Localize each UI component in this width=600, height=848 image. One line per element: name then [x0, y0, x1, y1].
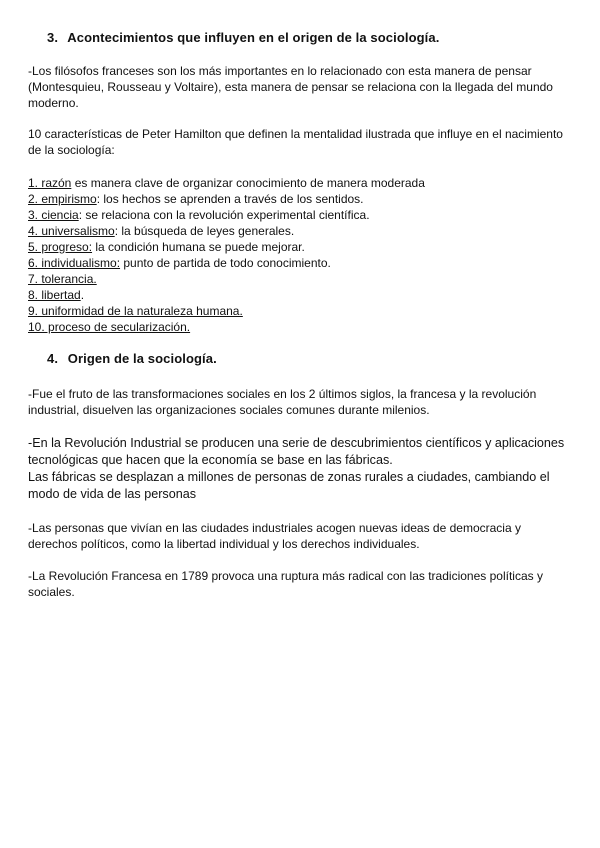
characteristic-term: 7. tolerancia. — [28, 272, 97, 286]
characteristic-description: . — [80, 288, 85, 302]
characteristic-term: 8. libertad — [28, 288, 81, 302]
characteristic-description: : la búsqueda de leyes generales. — [114, 224, 295, 238]
characteristic-term: 1. razón — [28, 176, 72, 190]
paragraph-french-revolution: -La Revolución Francesa en 1789 provoca una ruptura más radical con las tradiciones políticas y sociales. — [28, 569, 543, 599]
list-item — [28, 255, 573, 271]
list-item — [28, 319, 573, 335]
intro-paragraph: -Los filósofos franceses son los más importantes en lo relacionado con esta manera de pensar (Montesquieu, Rousseau y Voltaire), esta manera de pensar se relaciona con la llegada del mundo moderno. — [28, 64, 553, 110]
section-4-number: 4. — [47, 351, 59, 366]
characteristic-term: 5. progreso: — [28, 240, 93, 254]
section-4-heading — [47, 351, 217, 366]
characteristic-description: la condición humana se puede mejorar. — [92, 240, 305, 254]
list-item — [28, 303, 573, 319]
characteristic-term: 4. universalismo — [28, 224, 115, 238]
list-item — [28, 239, 573, 255]
section-3-heading — [47, 30, 439, 45]
list-item — [28, 271, 573, 287]
characteristic-term: 10. proceso de secularización. — [28, 320, 191, 334]
list-item — [28, 175, 573, 191]
list-item — [28, 207, 573, 223]
characteristic-term: 2. empirismo — [28, 192, 97, 206]
paragraph-origin: -Fue el fruto de las transformaciones sociales en los 2 últimos siglos, la francesa y la revolución industrial, disuelven las organizaciones sociales comunes durante milenios. — [28, 387, 537, 417]
characteristic-description: : los hechos se aprenden a través de los sentidos. — [96, 192, 364, 206]
section-3-title: Acontecimientos que influyen en el origen de la sociología. — [67, 30, 440, 45]
paragraph-industrial-revolution: -En la Revolución Industrial se producen una serie de descubrimientos científicos y aplicaciones tecnológicas que hacen que la economía se base en las fábricas. — [28, 436, 565, 467]
section-4-title: Origen de la sociología. — [67, 351, 217, 366]
list-item — [28, 287, 573, 303]
hamilton-paragraph: 10 características de Peter Hamilton que definen la mentalidad ilustrada que influye en el nacimiento de la sociología: — [28, 127, 563, 157]
characteristic-description: punto de partida de todo conocimiento. — [120, 256, 331, 270]
list-item — [28, 223, 573, 239]
characteristic-description: : se relaciona con la revolución experimental científica. — [78, 208, 370, 222]
characteristic-term: 9. uniformidad de la naturaleza humana. — [28, 304, 243, 318]
paragraph-democracy: -Las personas que vivían en las ciudades industriales acogen nuevas ideas de democracia y derechos políticos, como la libertad individual y los derechos individuales. — [28, 521, 521, 551]
characteristic-description: es manera clave de organizar conocimiento de manera moderada — [71, 176, 425, 190]
characteristic-term: 3. ciencia — [28, 208, 79, 222]
characteristics-list — [28, 175, 573, 335]
paragraph-factories: Las fábricas se desplazan a millones de personas de zonas rurales a ciudades, cambiando el modo de vida de las personas — [28, 470, 550, 501]
characteristic-term: 6. individualismo: — [28, 256, 121, 270]
list-item — [28, 191, 573, 207]
section-3-number: 3. — [47, 30, 59, 45]
